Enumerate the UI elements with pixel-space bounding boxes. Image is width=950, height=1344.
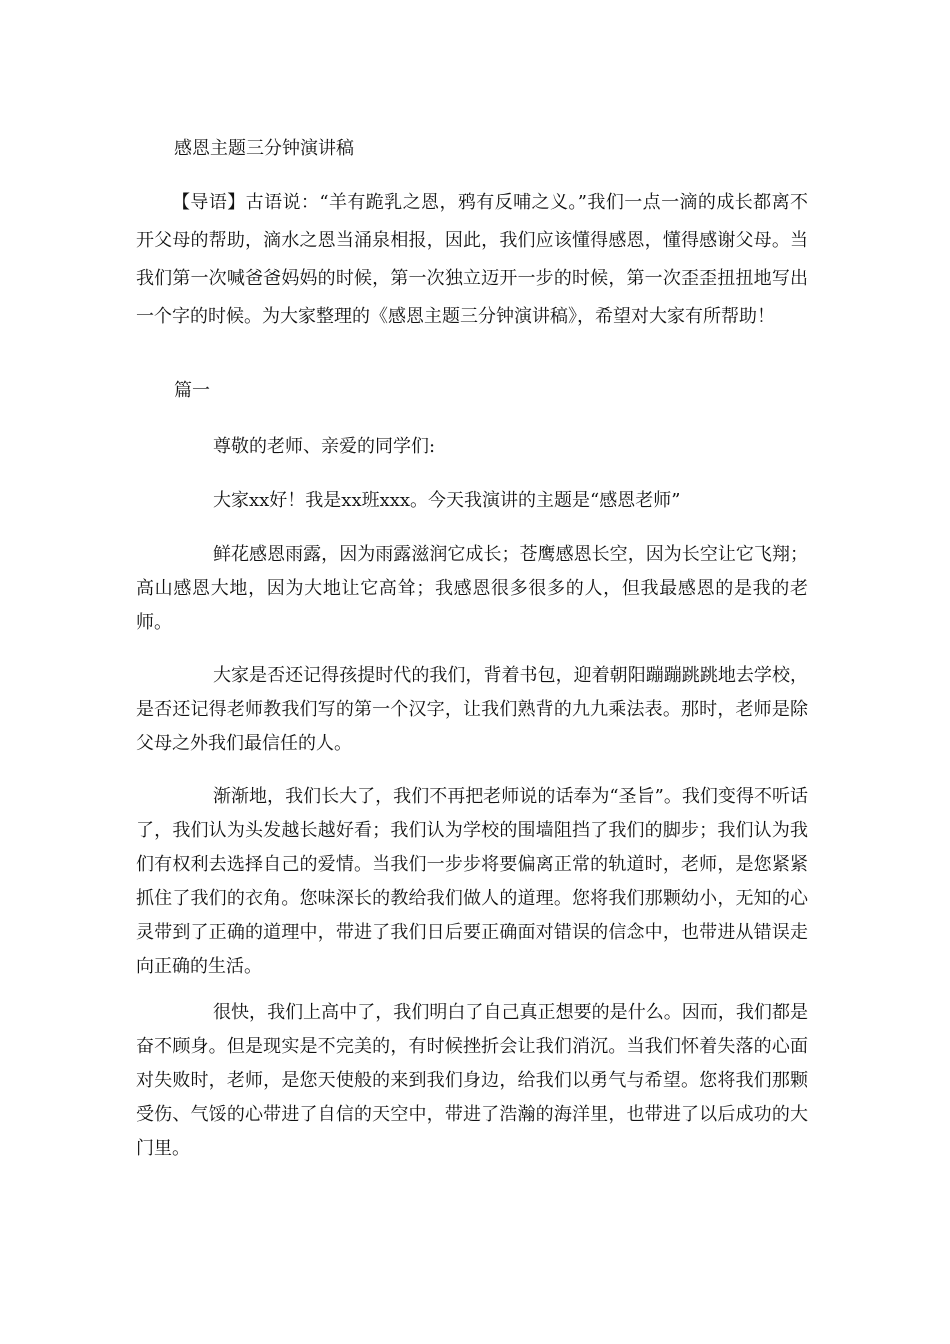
body-paragraph-3: 渐渐地，我们长大了，我们不再把老师说的话奉为“圣旨”。我们变得不听话了，我们认为头发越长越好看；我们认为学校的围墙阻挡了我们的脚步；我们认为我们有权利去选择自己的爱情。当我们一步步将要偏离正常的轨道时，老师，是您紧紧抓住了我们的衣角。您味深长的教给我们做人的道理。您将我们那颗幼小，无知的心灵带到了正确的道理中，带进了我们日后要正确面对错误的信念中，也带进从错误走向正确的生活。 [136,786,808,977]
section-label: 篇一 [174,380,210,401]
opening-paragraph: 大家xx好！我是xx班xxx。今天我演讲的主题是“感恩老师” [213,490,681,511]
greeting-paragraph: 尊敬的老师、亲爱的同学们: [213,436,436,457]
body-paragraph-4: 很快，我们上高中了，我们明白了自己真正想要的是什么。因而，我们都是奋不顾身。但是现实是不完美的，有时候挫折会让我们消沉。当我们怀着失落的心面对失败时，老师，是您天使般的来到我们身边，给我们以勇气与希望。您将我们那颗受伤、气馁的心带进了自信的天空中，带进了浩瀚的海洋里，也带进了以后成功的大门里。 [136,1002,808,1159]
document-title: 感恩主题三分钟演讲稿 [174,138,354,159]
body-paragraph-1: 鲜花感恩雨露，因为雨露滋润它成长；苍鹰感恩长空，因为长空让它飞翔；高山感恩大地，因为大地让它高耸；我感恩很多很多的人，但我最感恩的是我的老师。 [136,544,808,633]
body-paragraph-2: 大家是否还记得孩提时代的我们，背着书包，迎着朝阳蹦蹦跳跳地去学校，是否还记得老师教我们写的第一个汉字，让我们熟背的九九乘法表。那时，老师是除父母之外我们最信任的人。 [136,665,808,754]
intro-paragraph: 【导语】古语说：“羊有跪乳之恩，鸦有反哺之义。”我们一点一滴的成长都离不开父母的帮助，滴水之恩当涌泉相报，因此，我们应该懂得感恩，懂得感谢父母。当我们第一次喊爸爸妈妈的时候，第一次独立迈开一步的时候，第一次歪歪扭扭地写出一个字的时候。为大家整理的《感恩主题三分钟演讲稿》，希望对大家有所帮助！ [136,192,808,327]
